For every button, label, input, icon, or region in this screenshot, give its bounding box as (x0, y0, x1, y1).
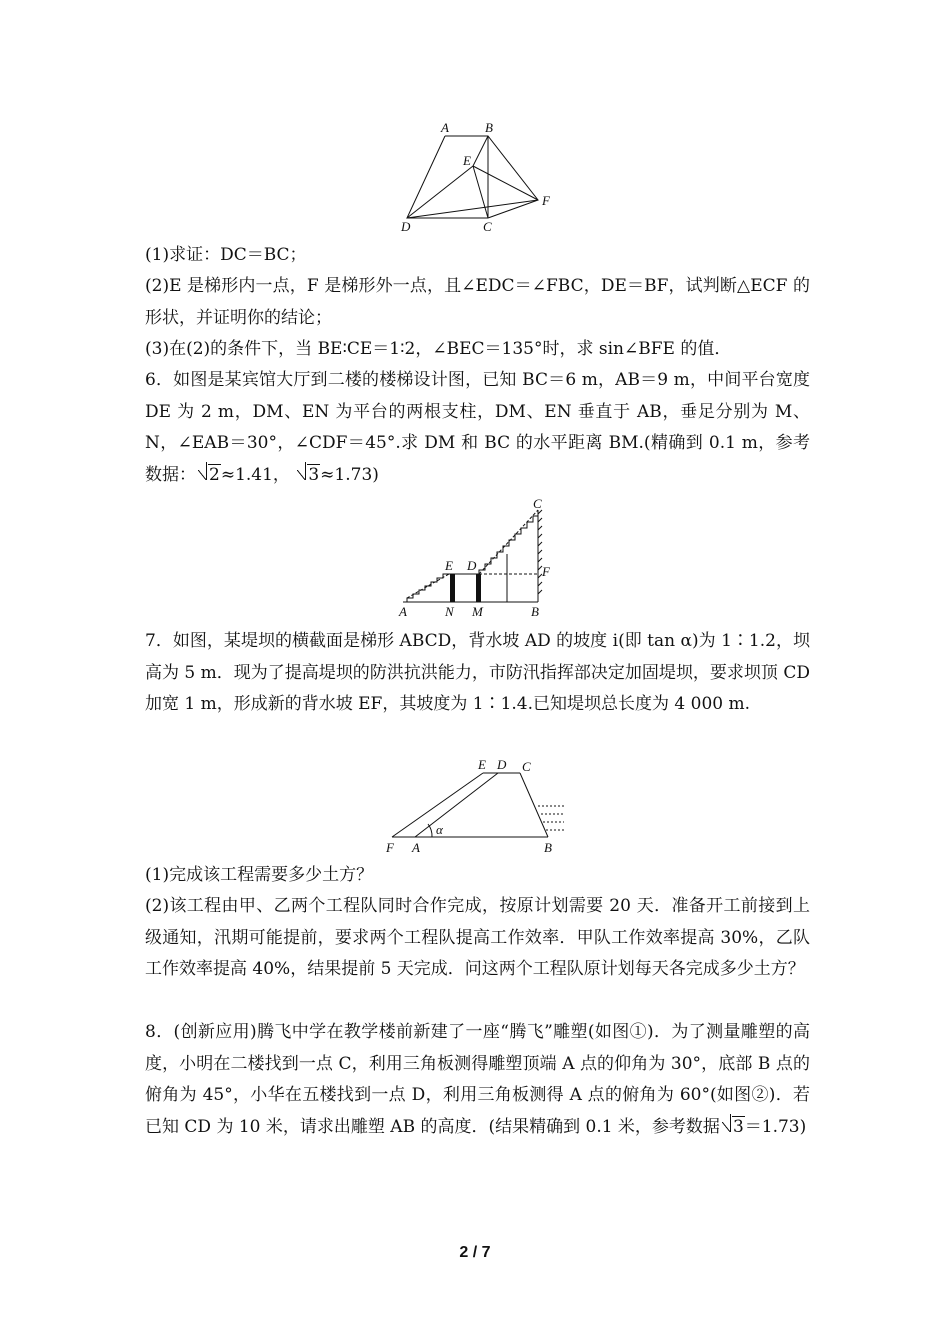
label-n: N (445, 604, 454, 619)
sqrt-symbol: 3 (297, 460, 320, 492)
label-d: D (467, 558, 477, 573)
label-e: E (463, 153, 471, 168)
support-pillar-en (450, 574, 455, 602)
label-c: C (533, 496, 542, 511)
figure-staircase (395, 496, 565, 622)
problem6-text (145, 365, 810, 491)
problem8-text (145, 1017, 810, 1143)
figure-dam (380, 754, 570, 858)
label-f: F (386, 840, 394, 855)
problem7-text: 7．如图，某堤坝的横截面是梯形 ABCD，背水坡 AD 的坡度 i(即 tan α)为 1∶1.2，坝高为 5 m．现为了提高堤坝的防洪抗洪能力，市防汛指挥部决定加固堤坝，要求坝顶 CD 加宽 1 m，形成新的背水坡 EF，其坡度为 1∶1.4.已知堤坝总长度为 4 000 m. (145, 631, 810, 714)
label-e: E (445, 558, 453, 573)
problem5-question3: (3)在(2)的条件下，当 BE∶CE＝1∶2，∠BEC＝135°时，求 sin∠BFE 的值． (145, 339, 732, 359)
problem8-body: 8．(创新应用)腾飞中学在教学楼前新建了一座“腾飞”雕塑(如图①)．为了测量雕塑的高度，小明在二楼找到一点 C，利用三角板测得雕塑顶端 A 点的仰角为 30°，底部 B 点的俯角为 45°，小华在五楼找到一点 D，利用三角板测得 A 点的俯角为 60°(如图②)．若已知 CD 为 10 米，请求出雕塑 AB 的高度．(结果精确到 0.1 米，参考数据 (145, 1022, 810, 1137)
label-f: F (542, 564, 550, 579)
figure-trapezoid (395, 120, 565, 235)
approx-value-2: ≈1.73) (320, 464, 379, 485)
label-alpha: α (436, 822, 443, 837)
support-pillar-dm (476, 574, 481, 602)
problem8-tail: ＝1.73) (744, 1116, 807, 1137)
label-c: C (483, 219, 492, 234)
problem5-question1: (1)求证：DC＝BC； (145, 245, 307, 265)
label-a: A (441, 120, 449, 135)
problem7-question2: (2)该工程由甲、乙两个工程队同时合作完成，按原计划需要 20 天．准备开工前接到上级通知，汛期可能提前，要求两个工程队提高工作效率．甲队工作效率提高 30%，乙队工作效率提高 40%，结果提前 5 天完成．问这两个工程队原计划每天各完成多少土方？ (145, 896, 810, 979)
label-m: M (472, 604, 483, 619)
label-a: A (399, 604, 407, 619)
label-a: A (412, 840, 420, 855)
page-number: 2 / 7 (459, 1244, 491, 1261)
label-d: D (401, 219, 411, 234)
label-f: F (542, 193, 550, 208)
problem7-question1: (1)完成该工程需要多少土方？ (145, 865, 374, 885)
problem5-question2: (2)E 是梯形内一点，F 是梯形外一点，且∠EDC＝∠FBC，DE＝BF，试判断△ECF 的形状，并证明你的结论； (145, 276, 810, 328)
label-e: E (478, 757, 486, 772)
sqrt-symbol: 3 (722, 1112, 745, 1144)
label-b: B (544, 840, 552, 855)
approx-value-1: ≈1.41， (220, 464, 290, 485)
label-c: C (522, 759, 531, 774)
label-b: B (531, 604, 539, 619)
label-d: D (497, 757, 507, 772)
problem6-body: 6．如图是某宾馆大厅到二楼的楼梯设计图，已知 BC＝6 m，AB＝9 m，中间平台宽度 DE 为 2 m，DM、EN 为平台的两根支柱，DM、EN 垂直于 AB，垂足分别为 M、N，∠EAB＝30°，∠CDF＝45°.求 DM 和 BC 的水平距离 BM.(精确到 0.1 m，参考数据： (145, 370, 810, 485)
sqrt-symbol: 2 (198, 460, 221, 492)
label-b: B (485, 120, 493, 135)
